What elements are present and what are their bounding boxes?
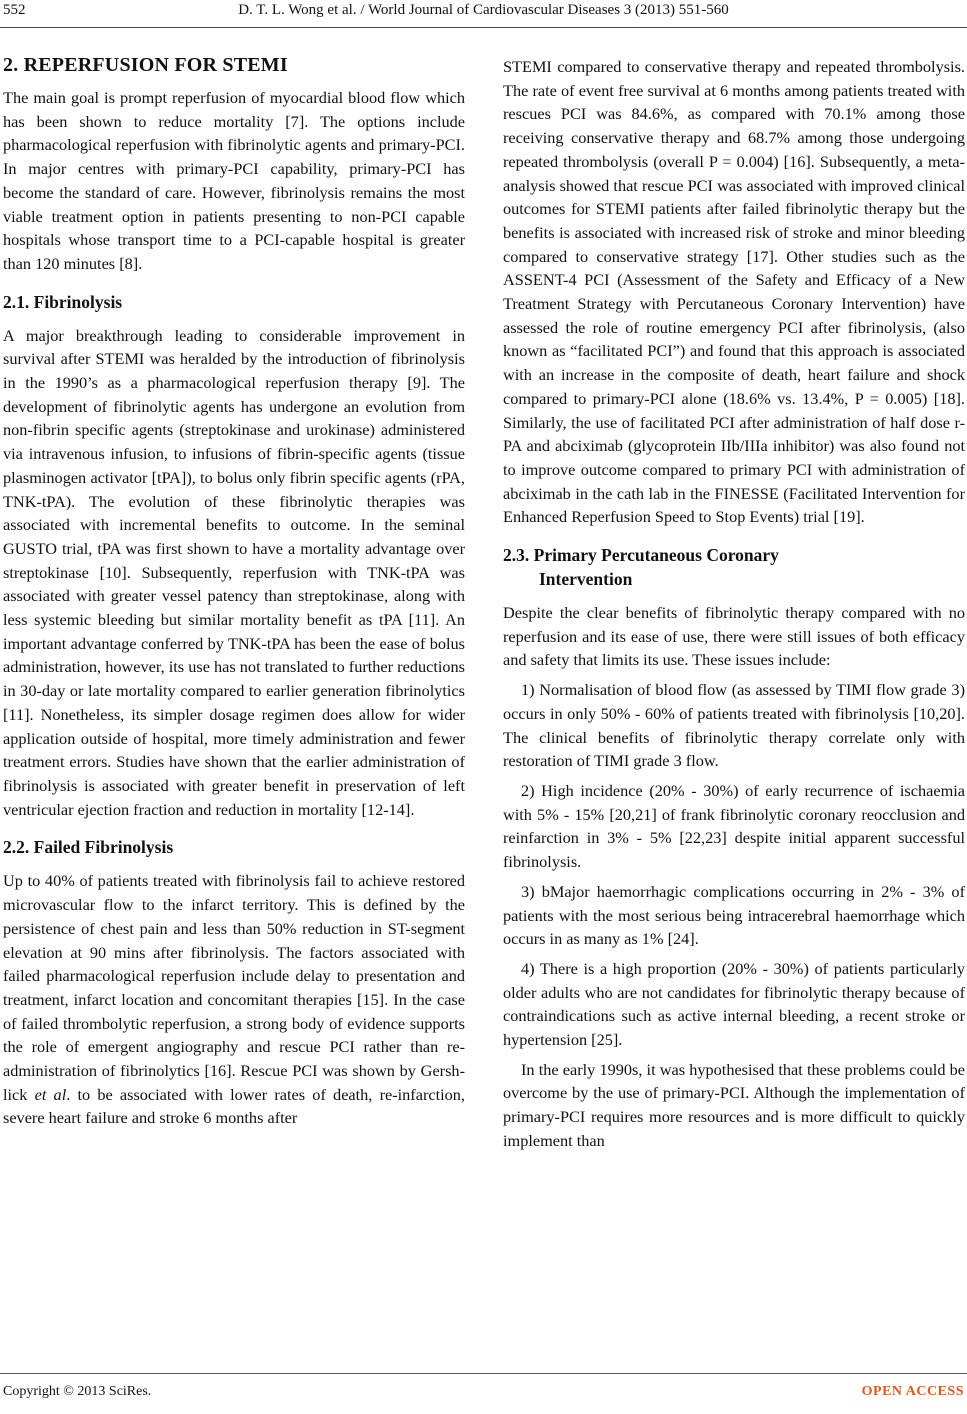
heading-line-2: Intervention — [539, 569, 633, 590]
footer-rule — [0, 1373, 967, 1374]
right-column — [503, 55, 965, 1153]
paragraph-primary-pci-intro: Despite the clear benefits of fibrinolytic therapy compared with no reperfusion and its ease of use, there were still issues of both efficacy and safety that limits its use. These issues include: — [503, 603, 965, 670]
list-item: 1) Normalisation of blood flow (as assessed by TIMI flow grade 3) occurs in only 50% - 60% of patients treated with fibrinolysis [10,20]. The clinical benefits of fibrinolytic therapy correlate only with restoration of TIMI grade 3 flow. — [503, 680, 965, 771]
left-column — [3, 52, 465, 1130]
subsection-heading-failed-fibrinolysis: 2.2. Failed Fibrinolysis — [3, 837, 174, 858]
italic-etal: et al — [34, 1084, 67, 1104]
paragraph-fibrinolysis: A major breakthrough leading to considerable improvement in survival after STEMI was heralded by the introduction of fibrinolysis in the 1990’s as a pharmacological reperfusion therapy [9]. The development of fibrinolytic agents has undergone an evolution from non-fibrin specific agents (streptokinase and urokinase) administered via intravenous infusion, to infusions of fibrin-specific agents (tissue plasminogen activator [tPA]), to bolus only fibrin specific agents (rPA, TNK-tPA). The evolution of these fibrinolytic therapies was associated with incremental benefits to outcome. In the seminal GUSTO trial, tPA was first shown to have a mortality advantage over streptokinase [10]. Subsequently, reperfusion with TNK-tPA was associated with greater vessel patency than streptokinase, along with less systemic bleeding but similar mortality benefit as tPA [11]. An important advantage conferred by TNK-tPA has been the ease of bolus administration, however, its use has not translated to further reductions in 30-day or late mortality compared to earlier generation fibrinolytics [11]. Nonetheless, its simpler dosage regimen does allow for wider application outside of hospital, more timely administration and fewer treatment errors. Studies have shown that the earlier administration of fibrinolysis is associated with greater benefit in preservation of left ventricular ejection fraction and reduction in mortality [12-14]. — [3, 325, 465, 819]
header-rule — [0, 27, 967, 28]
list-item: 4) There is a high proportion (20% - 30%) of patients particularly older adults who are not candidates for fibrinolytic therapy because of contraindications such as active internal bleeding, a recent stroke or hypertension [25]. — [503, 958, 965, 1050]
text-segment: . to be associated with lower rates of death, re-infarction, severe heart failure and stroke 6 months after — [3, 1084, 466, 1128]
list-item: 2) High incidence (20% - 30%) of early recurrence of ischaemia with 5% - 15% [20,21] of frank fibrinolytic coronary reocclusion and reinfarction in 3% - 5% [22,23] despite initial apparent successful fibrinolysis. — [503, 780, 965, 872]
paragraph-primary-pci-history: In the early 1990s, it was hypothesised that these problems could be overcome by the use of primary-PCI. Although the implementation of primary-PCI requires more resources and is more difficult to quickly implement than — [503, 1059, 965, 1150]
paragraph-reperfusion-intro: The main goal is prompt reperfusion of myocardial blood flow which has been shown to reduce mortality [7]. The options include pharmacological reperfusion with fibrinolytic agents and primary-PCI. In major centres with primary-PCI capability, primary-PCI has become the standard of care. However, fibrinolysis remains the most viable treatment option in patients presenting to non-PCI capable hospitals whose transport time to a PCI-capable hospital is greater than 120 minutes [8]. — [3, 88, 465, 273]
running-title: D. T. L. Wong et al. / World Journal of Cardiovascular Diseases 3 (2013) 551-560 — [238, 2, 729, 18]
paragraph-rescue-pci: STEMI compared to conservative therapy and repeated thrombolysis. The rate of event free survival at 6 months among patients treated with rescues PCI was 84.6%, as compared with 70.1% among those receiving conservative therapy and 68.7% among those undergoing repeated thrombolysis (overall P = 0.004) [16]. Subsequently, a meta-analysis showed that rescue PCI was associated with improved clinical outcomes for STEMI patients after failed fibrinolytic therapy but the benefits is associated with increased risk of stroke and minor bleeding compared to conservative strategy [17]. Other studies such as the ASSENT-4 PCI (Assessment of the Safety and Efficacy of a New Treatment Strategy with Percutaneous Coronary Intervention) have assessed the role of routine emergency PCI after fibrinolysis, (also known as “facilitated PCI”) and found that this approach is associated with an increase in the composite of death, heart failure and shock compared to primary-PCI alone (18.6% vs. 13.4%, P = 0.005) [18]. Similarly, the use of facilitated PCI after administration of half dose r-PA and abciximab (glycoprotein IIb/IIIa inhibitor) was also found not to improve outcome compared to primary PCI with administration of abciximab in the cath lab in the FINESSE (Facilitated Intervention for Enhanced Reperfusion Speed to Stop Events) trial [19]. — [503, 57, 965, 527]
page-number: 552 — [3, 2, 26, 18]
paragraph-failed-fibrinolysis — [3, 869, 465, 1130]
list-item: 3) bMajor haemorrhagic complications occurring in 2% - 3% of patients with the most serious being intracerebral haemorrhage which occurs in as many as 1% [24]. — [503, 881, 965, 949]
subsection-heading-primary-pci — [503, 543, 965, 591]
copyright-notice: Copyright © 2013 SciRes. — [3, 1384, 152, 1399]
subsection-heading-fibrinolysis: 2.1. Fibrinolysis — [3, 291, 123, 312]
page-header — [0, 0, 967, 26]
section-heading-reperfusion: 2. REPERFUSION FOR STEMI — [3, 54, 288, 76]
text-segment: Up to 40% of patients treated with fibrinolysis fail to achieve restored microvascular flow to the infarct territory. This is defined by the persistence of chest pain and less than 50% reduction in ST-segment elevation at 90 mins after fibrinolysis. The factors associated with failed pharmacological reperfusion include delay to presentation and treatment, infarct location and concomitant therapies [15]. In the case of failed thrombolytic reperfusion, a strong body of evidence supports the role of emergent angiography and rescue PCI rather than re-administration of fibrinolytics [16]. Rescue PCI was shown by Gershlick — [3, 871, 465, 1104]
heading-line-1: 2.3. Primary Percutaneous Coronary — [503, 545, 779, 566]
open-access-badge: OPEN ACCESS — [861, 1384, 964, 1399]
